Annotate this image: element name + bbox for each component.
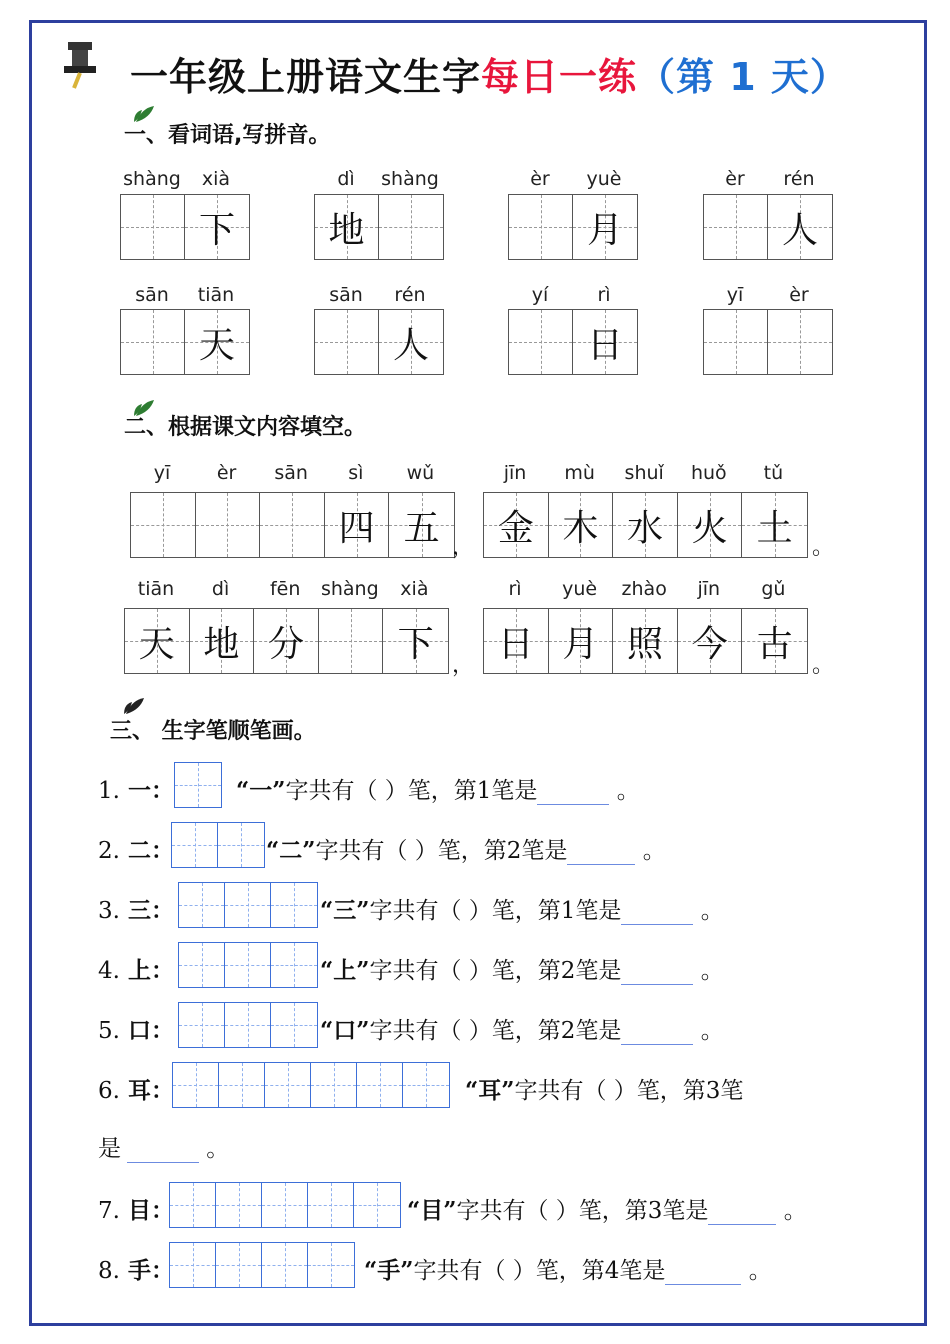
character-cell xyxy=(325,493,390,557)
item-number: 2. xyxy=(98,838,120,864)
pinyin-label: rì xyxy=(597,284,611,306)
answer-cell[interactable] xyxy=(196,493,261,557)
character-cell xyxy=(185,195,249,259)
question-text xyxy=(407,1192,807,1225)
quoted-character: “上” xyxy=(320,957,370,984)
stroke-writing-cell[interactable] xyxy=(354,1183,400,1227)
pinyin-label: jīn xyxy=(503,462,527,484)
quoted-character: “手” xyxy=(364,1257,414,1284)
stroke-writing-cell[interactable] xyxy=(225,1003,271,1047)
item-number: 1. xyxy=(98,778,120,804)
stroke-writing-cell[interactable] xyxy=(225,883,271,927)
character-cell xyxy=(383,609,448,673)
quoted-character: “二” xyxy=(266,837,316,864)
question-text xyxy=(364,1252,772,1285)
character-cell xyxy=(379,310,443,374)
character-cell xyxy=(185,310,249,374)
pinyin-label: huǒ xyxy=(690,462,727,484)
character-grid xyxy=(508,309,638,375)
pinyin-label: tǔ xyxy=(763,462,784,484)
character-cell xyxy=(678,609,743,673)
character-cell xyxy=(315,195,379,259)
pinyin-label: zhào xyxy=(621,578,667,600)
question-text-continued xyxy=(98,1130,229,1163)
character-grid xyxy=(130,492,455,558)
character-text: 月 xyxy=(586,209,623,251)
stroke-order-grid xyxy=(178,882,318,928)
character-cell xyxy=(613,609,678,673)
character-cell xyxy=(125,609,190,673)
item-character: 上： xyxy=(119,957,174,984)
stroke-writing-cell[interactable] xyxy=(218,823,264,867)
sprout-icon xyxy=(118,696,148,716)
question-number xyxy=(98,772,174,805)
answer-blank[interactable] xyxy=(665,1262,741,1285)
quoted-character: “耳” xyxy=(465,1077,515,1104)
comma-mark: ， xyxy=(452,535,475,560)
pinyin-label: yuè xyxy=(586,168,622,190)
answer-cell[interactable] xyxy=(704,195,768,259)
pinyin-label: tiān xyxy=(197,284,235,306)
pinyin-label: shàng xyxy=(381,168,439,190)
character-text: 金 xyxy=(497,507,534,549)
character-cell xyxy=(678,493,743,557)
stroke-order-grid xyxy=(178,1002,318,1048)
pinyin-label: mù xyxy=(564,462,595,484)
character-text: 土 xyxy=(756,507,793,549)
stroke-writing-cell[interactable] xyxy=(308,1243,354,1287)
answer-cell[interactable] xyxy=(379,195,443,259)
character-grid xyxy=(120,194,250,260)
character-cell xyxy=(190,609,255,673)
character-grid xyxy=(124,608,449,674)
stroke-order-grid xyxy=(178,942,318,988)
question-number xyxy=(98,892,174,925)
stroke-writing-cell[interactable] xyxy=(271,943,317,987)
stroke-writing-cell[interactable] xyxy=(172,823,218,867)
pinyin-label: gǔ xyxy=(761,578,786,600)
answer-blank[interactable] xyxy=(621,1022,693,1045)
answer-blank[interactable] xyxy=(567,842,635,865)
section-3-heading: 三、 生字笔顺笔画。 xyxy=(110,719,316,744)
stroke-writing-cell[interactable] xyxy=(170,1183,216,1227)
character-text: 照 xyxy=(626,623,663,665)
stroke-writing-cell[interactable] xyxy=(225,943,271,987)
character-cell xyxy=(613,493,678,557)
answer-blank[interactable] xyxy=(127,1140,199,1163)
stroke-count-prompt: 字共有（ ）笔，第2笔是 xyxy=(369,958,622,984)
character-grid xyxy=(120,309,250,375)
period-mark: 。 xyxy=(741,1258,772,1284)
item-number: 8. xyxy=(98,1258,120,1284)
stroke-writing-cell[interactable] xyxy=(179,1003,225,1047)
stroke-count-prompt: 字共有（ ）笔，第2笔是 xyxy=(369,1018,622,1044)
character-cell xyxy=(484,609,549,673)
pinyin-label: yí xyxy=(531,284,549,306)
character-grid xyxy=(703,309,833,375)
character-text: 今 xyxy=(691,623,728,665)
period-mark: 。 xyxy=(635,838,666,864)
answer-blank[interactable] xyxy=(621,962,693,985)
stroke-writing-cell[interactable] xyxy=(262,1183,308,1227)
quoted-character: “目” xyxy=(407,1197,457,1224)
period-mark: 。 xyxy=(693,1018,724,1044)
pinyin-label: èr xyxy=(530,168,550,190)
character-text: 五 xyxy=(403,507,440,549)
pinyin-label: xià xyxy=(201,168,231,190)
character-grid xyxy=(314,309,444,375)
pinyin-label: èr xyxy=(725,168,745,190)
character-cell xyxy=(389,493,454,557)
pinyin-label: yī xyxy=(726,284,744,306)
pinyin-label: shuǐ xyxy=(624,462,664,484)
stroke-order-grid xyxy=(171,822,265,868)
pinyin-label: yuè xyxy=(562,578,598,600)
item-character: 一： xyxy=(119,777,174,804)
pinyin-label: dì xyxy=(211,578,230,600)
period-mark: 。 xyxy=(693,958,724,984)
character-cell xyxy=(742,493,807,557)
stroke-order-grid xyxy=(169,1242,355,1288)
character-text: 下 xyxy=(397,623,434,665)
pinyin-label: tiān xyxy=(137,578,175,600)
pinyin-label: wǔ xyxy=(406,462,435,484)
answer-cell[interactable] xyxy=(704,310,768,374)
stroke-count-prompt: 字共有（ ）笔，第1笔是 xyxy=(369,898,622,924)
question-number xyxy=(98,832,174,865)
pinyin-label: shàng xyxy=(123,168,181,190)
pinyin-label: shàng xyxy=(320,578,379,600)
character-text: 人 xyxy=(392,324,429,366)
quoted-character: “一” xyxy=(236,777,286,804)
quoted-character: “三” xyxy=(320,897,370,924)
answer-cell[interactable] xyxy=(315,310,379,374)
character-cell xyxy=(549,609,614,673)
item-character: 口： xyxy=(119,1017,174,1044)
question-text xyxy=(320,952,724,985)
character-cell xyxy=(484,493,549,557)
stroke-writing-cell[interactable] xyxy=(219,1063,265,1107)
stroke-writing-cell[interactable] xyxy=(403,1063,449,1107)
character-text: 下 xyxy=(198,209,235,251)
stroke-writing-cell[interactable] xyxy=(175,763,221,807)
pinyin-label: jīn xyxy=(697,578,721,600)
pushpin-icon xyxy=(60,40,104,90)
period-mark: 。 xyxy=(812,535,835,560)
item-number: 4. xyxy=(98,958,120,984)
stroke-writing-cell[interactable] xyxy=(357,1063,403,1107)
stroke-count-prompt: 字共有（ ）笔，第3笔是 xyxy=(456,1198,709,1224)
item-number: 6. xyxy=(98,1078,120,1104)
stroke-writing-cell[interactable] xyxy=(216,1243,262,1287)
page-title: 一年级上册语文生字每日一练（第 1 天） xyxy=(130,55,849,99)
answer-blank[interactable] xyxy=(621,902,693,925)
answer-cell[interactable] xyxy=(131,493,196,557)
character-text: 地 xyxy=(328,209,365,251)
character-cell xyxy=(573,195,637,259)
comma-mark: ， xyxy=(452,653,475,678)
item-number: 7. xyxy=(98,1198,120,1224)
stroke-writing-cell[interactable] xyxy=(179,883,225,927)
character-cell xyxy=(549,493,614,557)
stroke-writing-cell[interactable] xyxy=(170,1243,216,1287)
pinyin-label: xià xyxy=(400,578,429,600)
stroke-count-prompt: 字共有（ ）笔，第2笔是 xyxy=(315,838,568,864)
character-text: 日 xyxy=(586,324,623,366)
pinyin-label: rén xyxy=(783,168,815,190)
continued-text: 是 xyxy=(98,1136,121,1162)
answer-blank[interactable] xyxy=(708,1202,776,1225)
answer-cell[interactable] xyxy=(768,310,832,374)
item-character: 目： xyxy=(119,1197,174,1224)
pinyin-label: sān xyxy=(135,284,169,306)
stroke-writing-cell[interactable] xyxy=(173,1063,219,1107)
stroke-writing-cell[interactable] xyxy=(271,883,317,927)
question-number xyxy=(98,1252,174,1285)
stroke-count-prompt: 字共有（ ）笔，第1笔是 xyxy=(285,778,538,804)
period-mark: 。 xyxy=(199,1136,230,1162)
character-grid xyxy=(314,194,444,260)
stroke-count-prompt: 字共有（ ）笔，第3笔 xyxy=(514,1078,744,1104)
period-mark: 。 xyxy=(693,898,724,924)
stroke-order-grid xyxy=(174,762,222,808)
character-text: 日 xyxy=(497,623,534,665)
item-character: 二： xyxy=(119,837,174,864)
character-text: 天 xyxy=(198,324,235,366)
stroke-count-prompt: 字共有（ ）笔，第4笔是 xyxy=(413,1258,666,1284)
character-grid xyxy=(508,194,638,260)
character-cell xyxy=(573,310,637,374)
answer-cell[interactable] xyxy=(509,310,573,374)
answer-cell[interactable] xyxy=(121,310,185,374)
question-number xyxy=(98,1072,174,1105)
character-text: 火 xyxy=(691,507,728,549)
stroke-writing-cell[interactable] xyxy=(265,1063,311,1107)
question-text xyxy=(320,892,724,925)
pinyin-label: rén xyxy=(394,284,426,306)
character-text: 古 xyxy=(756,623,793,665)
stroke-writing-cell[interactable] xyxy=(262,1243,308,1287)
question-text xyxy=(465,1072,743,1105)
character-text: 月 xyxy=(562,623,599,665)
section-2-heading: 二、根据课文内容填空。 xyxy=(124,415,367,440)
stroke-writing-cell[interactable] xyxy=(216,1183,262,1227)
character-text: 分 xyxy=(267,623,304,665)
answer-cell[interactable] xyxy=(319,609,384,673)
character-text: 四 xyxy=(338,507,375,549)
question-text xyxy=(236,772,640,805)
pinyin-label: dì xyxy=(337,168,355,190)
character-text: 木 xyxy=(562,507,599,549)
pinyin-label: sān xyxy=(274,462,308,484)
question-number xyxy=(98,1012,174,1045)
character-text: 地 xyxy=(203,623,240,665)
pinyin-label: èr xyxy=(789,284,809,306)
stroke-writing-cell[interactable] xyxy=(311,1063,357,1107)
stroke-order-grid xyxy=(169,1182,401,1228)
pinyin-label: sì xyxy=(348,462,364,484)
stroke-order-grid xyxy=(172,1062,450,1108)
answer-cell[interactable] xyxy=(260,493,325,557)
character-grid xyxy=(703,194,833,260)
character-cell xyxy=(742,609,807,673)
stroke-writing-cell[interactable] xyxy=(308,1183,354,1227)
question-text xyxy=(320,1012,724,1045)
character-grid xyxy=(483,492,808,558)
character-grid xyxy=(483,608,808,674)
item-character: 手： xyxy=(119,1257,174,1284)
pinyin-label: èr xyxy=(216,462,237,484)
quoted-character: “口” xyxy=(320,1017,370,1044)
item-number: 5. xyxy=(98,1018,120,1044)
pinyin-label: yī xyxy=(153,462,171,484)
character-text: 天 xyxy=(138,623,175,665)
stroke-writing-cell[interactable] xyxy=(179,943,225,987)
period-mark: 。 xyxy=(776,1198,807,1224)
stroke-writing-cell[interactable] xyxy=(271,1003,317,1047)
pinyin-label: sān xyxy=(329,284,363,306)
pinyin-label: fēn xyxy=(269,578,301,600)
character-text: 水 xyxy=(626,507,663,549)
answer-cell[interactable] xyxy=(509,195,573,259)
character-cell xyxy=(254,609,319,673)
question-number xyxy=(98,952,174,985)
character-cell xyxy=(768,195,832,259)
answer-cell[interactable] xyxy=(121,195,185,259)
item-character: 三： xyxy=(119,897,174,924)
item-character: 耳： xyxy=(119,1077,174,1104)
period-mark: 。 xyxy=(812,653,835,678)
character-text: 人 xyxy=(781,209,818,251)
question-number xyxy=(98,1192,174,1225)
question-text xyxy=(266,832,666,865)
section-1-heading: 一、看词语,写拼音。 xyxy=(124,123,331,148)
period-mark: 。 xyxy=(609,778,640,804)
pinyin-label: rì xyxy=(508,578,522,600)
answer-blank[interactable] xyxy=(537,782,609,805)
item-number: 3. xyxy=(98,898,120,924)
